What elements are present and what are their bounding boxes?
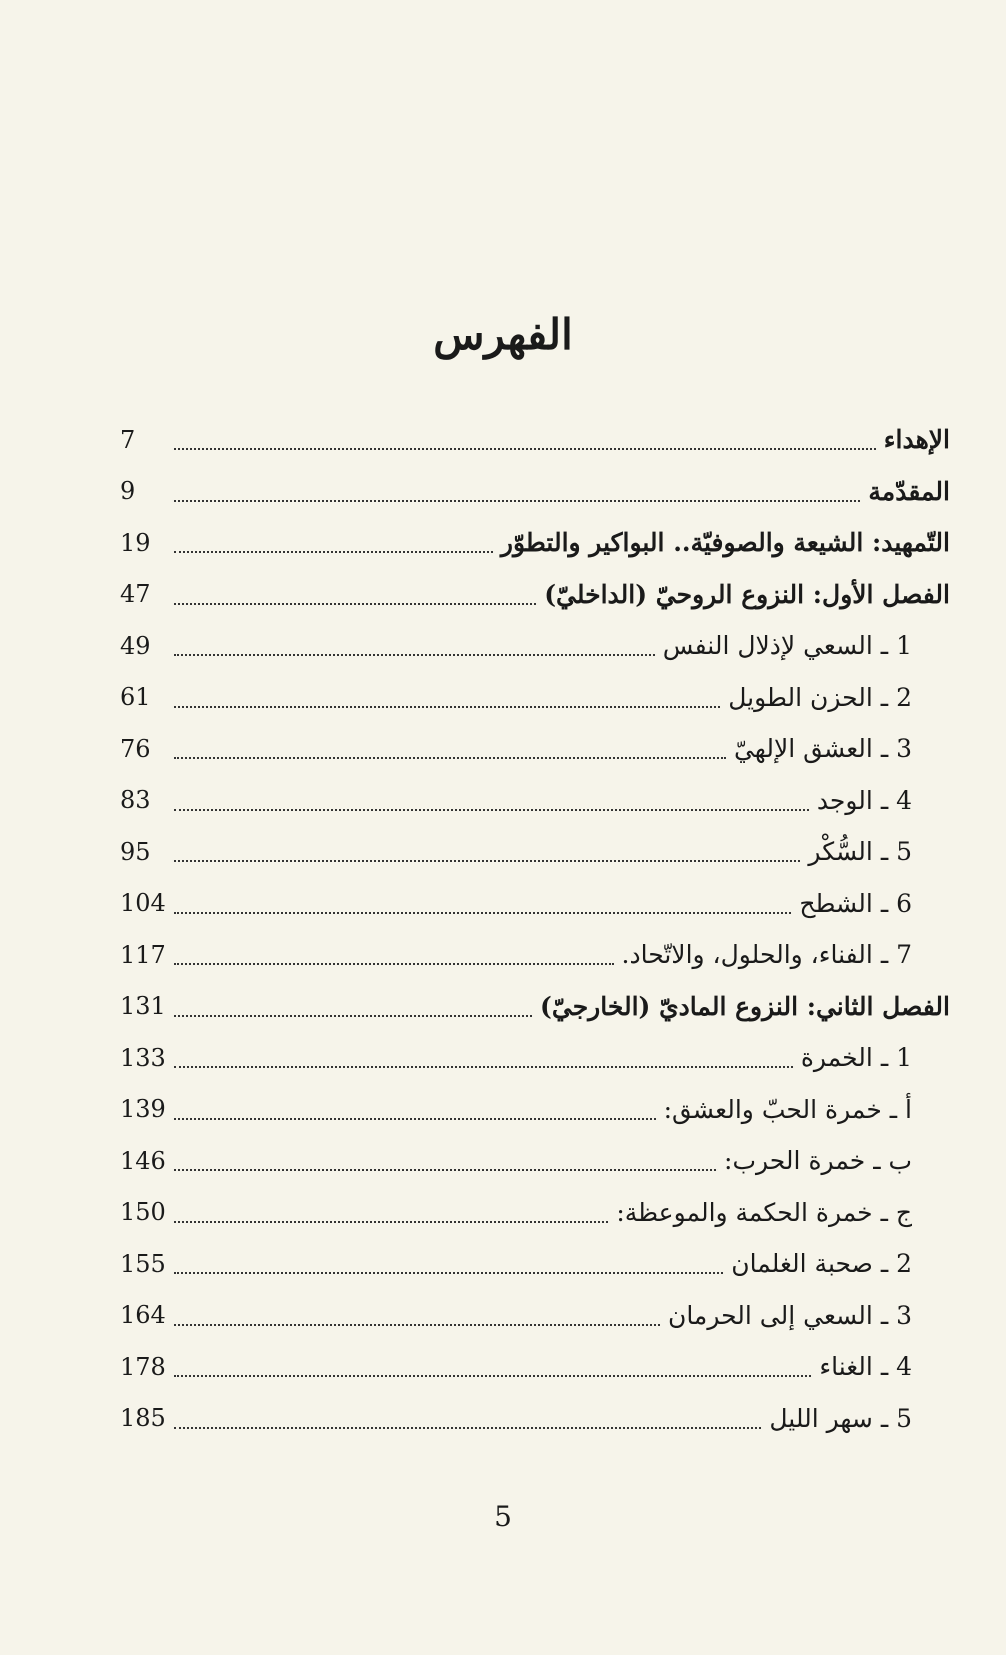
dotted-leader bbox=[174, 1374, 811, 1377]
toc-page-number: 178 bbox=[120, 1352, 166, 1381]
toc-entry bbox=[120, 775, 950, 827]
dotted-leader bbox=[174, 1426, 761, 1429]
toc-entry bbox=[120, 981, 950, 1033]
toc-entry bbox=[120, 569, 950, 621]
toc-page-number: 133 bbox=[120, 1043, 166, 1072]
toc-entry-label: 1 ـ الخمرة bbox=[800, 1043, 912, 1073]
toc-entry bbox=[120, 620, 950, 672]
toc-entry-label: ج ـ خمرة الحكمة والموعظة: bbox=[616, 1197, 912, 1227]
page-number: 5 bbox=[494, 1500, 512, 1533]
toc-page-number: 61 bbox=[120, 683, 151, 712]
toc-entry bbox=[120, 1135, 950, 1187]
dotted-leader bbox=[174, 1220, 608, 1223]
toc-page-number: 131 bbox=[120, 992, 166, 1021]
toc-entry bbox=[120, 826, 950, 878]
toc-entry-label: ب ـ خمرة الحرب: bbox=[724, 1146, 912, 1176]
dotted-leader bbox=[174, 756, 726, 759]
toc-entry bbox=[120, 466, 950, 518]
toc-page-number: 49 bbox=[120, 631, 151, 660]
toc-page-number: 150 bbox=[120, 1198, 166, 1227]
toc-entry-label: 5 ـ السُّكْر bbox=[808, 837, 912, 867]
dotted-leader bbox=[174, 962, 614, 965]
dotted-leader bbox=[174, 653, 655, 656]
toc-entry bbox=[120, 1290, 950, 1342]
toc-page-number: 7 bbox=[120, 425, 136, 454]
toc-entry-label: أ ـ خمرة الحبّ والعشق: bbox=[663, 1094, 912, 1124]
toc-entry-label: الإهداء bbox=[883, 425, 950, 455]
dotted-leader bbox=[174, 705, 720, 708]
dotted-leader bbox=[174, 808, 809, 811]
toc-entry-label: 3 ـ العشق الإلهيّ bbox=[733, 734, 912, 764]
toc-page-number: 146 bbox=[120, 1146, 166, 1175]
dotted-leader bbox=[174, 1323, 660, 1326]
toc-entry bbox=[120, 1341, 950, 1393]
toc-entry-label: 3 ـ السعي إلى الحرمان bbox=[667, 1300, 912, 1330]
toc-entry bbox=[120, 1393, 950, 1445]
toc-page-number: 139 bbox=[120, 1095, 166, 1124]
toc-entry-label: 7 ـ الفناء، والحلول، والاتّحاد. bbox=[621, 940, 912, 970]
toc-page-number: 47 bbox=[120, 580, 151, 609]
toc-page-number: 104 bbox=[120, 889, 166, 918]
dotted-leader bbox=[174, 602, 536, 605]
toc-entry-label: الفصل الثاني: النزوع الماديّ (الخارجيّ) bbox=[540, 991, 950, 1021]
toc-page-number: 83 bbox=[120, 786, 151, 815]
toc-entry bbox=[120, 723, 950, 775]
toc-page-number: 164 bbox=[120, 1301, 166, 1330]
toc-page-number: 117 bbox=[120, 940, 166, 969]
toc-entry-label: 5 ـ سهر الليل bbox=[769, 1403, 912, 1433]
table-of-contents bbox=[120, 414, 950, 1444]
dotted-leader bbox=[174, 447, 876, 450]
dotted-leader bbox=[174, 1065, 793, 1068]
dotted-leader bbox=[174, 1168, 716, 1171]
toc-entry bbox=[120, 1084, 950, 1136]
dotted-leader bbox=[174, 1014, 532, 1017]
toc-entry bbox=[120, 1238, 950, 1290]
dotted-leader bbox=[174, 1117, 656, 1120]
toc-entry-label: 4 ـ الوجد bbox=[816, 785, 912, 815]
toc-entry bbox=[120, 517, 950, 569]
page-title: الفهرس bbox=[433, 310, 573, 359]
toc-page-number: 185 bbox=[120, 1404, 166, 1433]
toc-entry bbox=[120, 929, 950, 981]
toc-entry-label: 6 ـ الشطح bbox=[799, 888, 912, 918]
toc-entry bbox=[120, 672, 950, 724]
toc-page-number: 19 bbox=[120, 528, 151, 557]
dotted-leader bbox=[174, 550, 493, 553]
toc-entry-label: 1 ـ السعي لإذلال النفس bbox=[662, 631, 912, 661]
toc-page-number: 9 bbox=[120, 477, 136, 506]
toc-page-number: 155 bbox=[120, 1249, 166, 1278]
toc-entry-label: الفصل الأول: النزوع الروحيّ (الداخليّ) bbox=[544, 579, 950, 609]
toc-entry-label: 4 ـ الغناء bbox=[819, 1352, 912, 1382]
toc-entry-label: التّمهيد: الشيعة والصوفيّة.. البواكير والتطوّر bbox=[500, 528, 950, 558]
dotted-leader bbox=[174, 859, 800, 862]
toc-entry bbox=[120, 878, 950, 930]
toc-entry-label: 2 ـ صحبة الغلمان bbox=[731, 1249, 912, 1279]
dotted-leader bbox=[174, 911, 791, 914]
toc-entry-label: المقدّمة bbox=[868, 476, 950, 506]
toc-entry bbox=[120, 414, 950, 466]
dotted-leader bbox=[174, 499, 860, 502]
toc-entry bbox=[120, 1032, 950, 1084]
dotted-leader bbox=[174, 1271, 723, 1274]
toc-page-number: 95 bbox=[120, 837, 151, 866]
toc-entry bbox=[120, 1187, 950, 1239]
toc-page-number: 76 bbox=[120, 734, 151, 763]
toc-entry-label: 2 ـ الحزن الطويل bbox=[728, 682, 912, 712]
